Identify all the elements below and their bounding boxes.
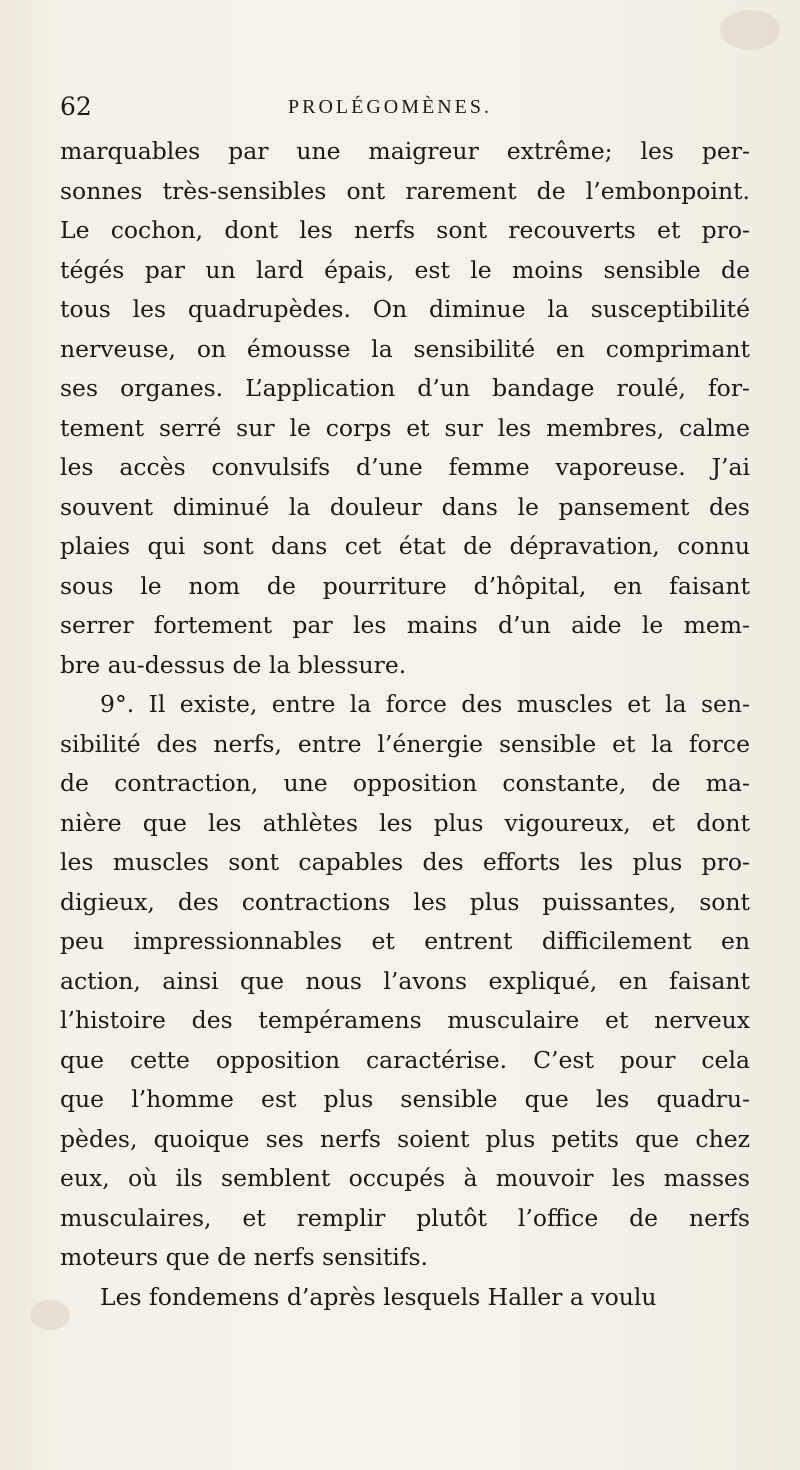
text-line: moteurs que de nerfs sensitifs. <box>60 1243 429 1271</box>
text-line: les muscles sont capables des efforts les plus pro- <box>60 848 750 876</box>
text-line: ses organes. L’application d’un bandage roulé, for- <box>60 374 750 402</box>
text-line: les accès convulsifs d’une femme vaporeuse. J’ai <box>60 453 750 481</box>
text-line: digieux, des contractions les plus puissantes, sont <box>60 887 750 916</box>
text-line: tégés par un lard épais, est le moins sensible de <box>60 255 750 284</box>
text-line: nerveuse, on émousse la sensibilité en comprimant <box>60 334 750 363</box>
text-line: tement serré sur le corps et sur les membres, calme <box>60 413 750 442</box>
text-line: que l’homme est plus sensible que les quadru- <box>60 1085 750 1113</box>
text-line: nière que les athlètes les plus vigoureux, et dont <box>60 808 750 837</box>
text-line: sous le nom de pourriture d’hôpital, en faisant <box>60 571 750 600</box>
text-line: marquables par une maigreur extrême; les per- <box>60 137 750 165</box>
text-line: musculaires, et remplir plutôt l’office de nerfs <box>60 1203 750 1232</box>
text-line: serrer fortement par les mains d’un aide le mem- <box>60 611 750 639</box>
text-line: que cette opposition caractérise. C’est pour cela <box>60 1045 750 1074</box>
text-line: plaies qui sont dans cet état de dépravation, connu <box>60 532 750 560</box>
text-line: eux, où ils semblent occupés à mouvoir les masses <box>60 1164 750 1192</box>
text-line: tous les quadrupèdes. On diminue la susceptibilité <box>60 295 750 323</box>
text-line: peu impressionnables et entrent difficilement en <box>60 927 750 955</box>
text-line: de contraction, une opposition constante, de ma- <box>60 769 750 797</box>
text-line: souvent diminué la douleur dans le pansement des <box>60 492 750 521</box>
text-line: bre au-dessus de la blessure. <box>60 650 407 679</box>
page-number: 62 <box>60 92 92 121</box>
paper-stain <box>720 10 780 50</box>
text-line: sibilité des nerfs, entre l’énergie sensible et la force <box>60 729 750 758</box>
text-line: l’histoire des tempéramens musculaire et nerveux <box>60 1006 750 1034</box>
page-header <box>60 92 760 122</box>
text-line: sonnes très-sensibles ont rarement de l’embonpoint. <box>60 176 750 205</box>
text-line: pèdes, quoique ses nerfs soient plus petits que chez <box>60 1124 750 1153</box>
text-line: action, ainsi que nous l’avons expliqué, en faisant <box>60 966 750 995</box>
body-text <box>60 132 750 1317</box>
text-line: Le cochon, dont les nerfs sont recouverts et pro- <box>60 216 750 244</box>
running-head: PROLÉGOMÈNES. <box>288 96 493 118</box>
paragraph-start-line: Les fondemens d’après lesquels Haller a voulu <box>100 1282 657 1311</box>
paragraph-start-line: 9°. Il existe, entre la force des muscles et la sen- <box>100 690 750 718</box>
